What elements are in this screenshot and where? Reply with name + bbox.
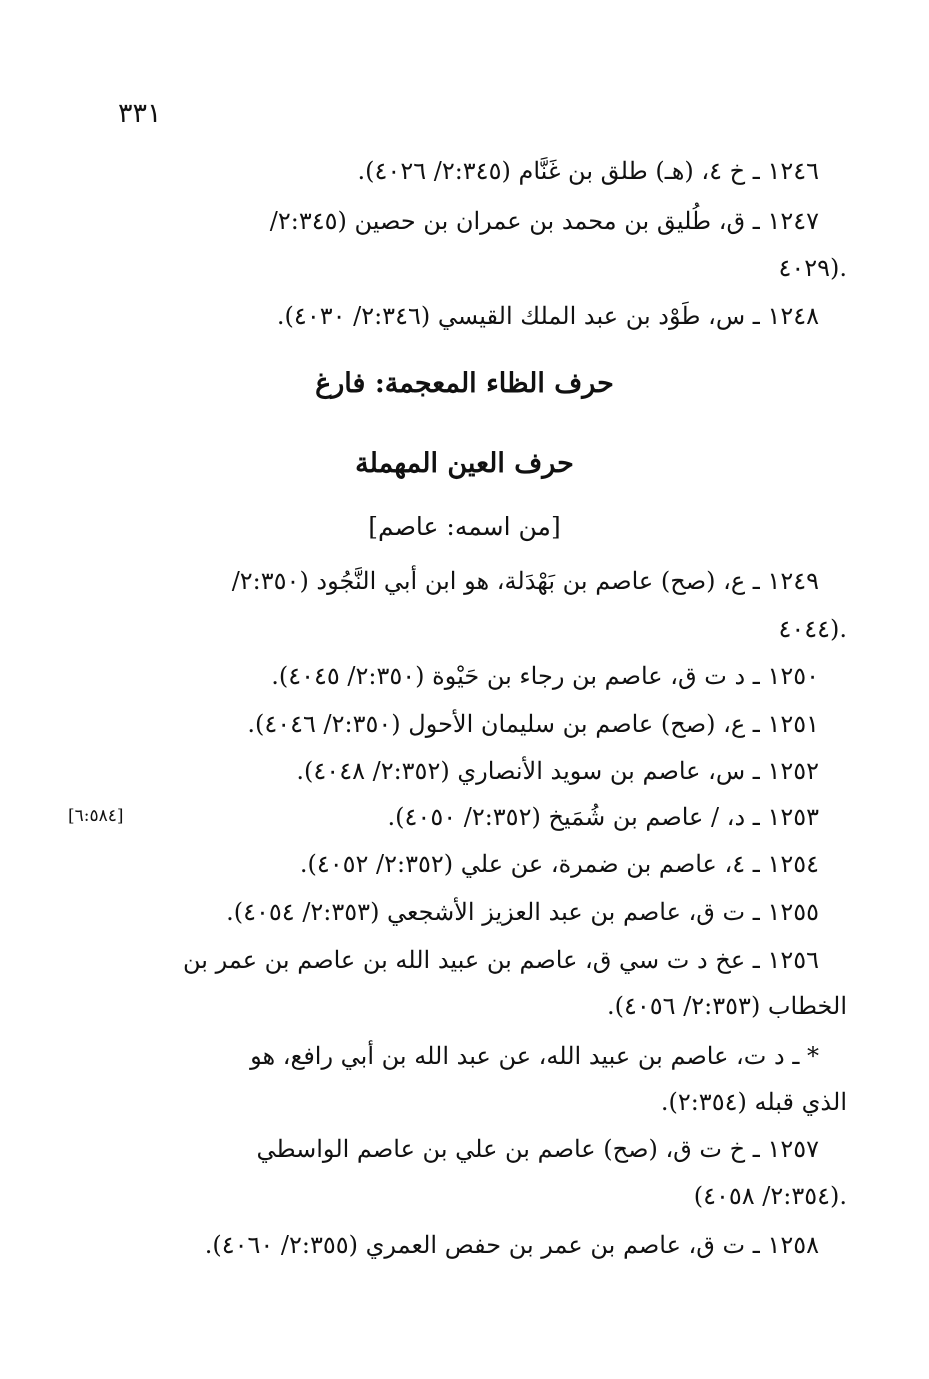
page-number: ٣٣١ [118, 98, 162, 129]
entry-1246: ١٢٤٦ ـ خ ٤، (هـ) طلق بن غَنَّام (٢:٣٤٥/ ٤٠٢٦). [357, 157, 819, 185]
entry-1249-line2: ٤٠٤٤). [778, 615, 847, 643]
entry-1251: ١٢٥١ ـ ع، (صح) عاصم بن سليمان الأحول (٢:٣٥٠/ ٤٠٤٦). [247, 710, 819, 738]
entry-1258: ١٢٥٨ ـ ت ق، عاصم بن عمر بن حفص العمري (٢:٣٥٥/ ٤٠٦٠). [204, 1231, 819, 1259]
note-asterisk-line1: * ـ د ت، عاصم بن عبيد الله، عن عبد الله بن أبي رافع، هو [250, 1042, 819, 1070]
entry-1248: ١٢٤٨ ـ س، طَوْد بن عبد الملك القيسي (٢:٣٤٦/ ٤٠٣٠). [276, 302, 819, 330]
entry-1257-line1: ١٢٥٧ ـ خ ت ق، (صح) عاصم بن علي بن عاصم الواسطي [256, 1135, 819, 1163]
heading-ain: حرف العين المهملة [355, 448, 574, 479]
entry-1253: ١٢٥٣ ـ د، / عاصم بن شُمَيخ (٢:٣٥٢/ ٤٠٥٠). [387, 803, 819, 831]
entry-1256-line1: ١٢٥٦ ـ عخ د ت سي ق، عاصم بن عبيد الله بن عاصم بن عمر بن [183, 946, 819, 974]
entry-1255: ١٢٥٥ ـ ت ق، عاصم بن عبد العزيز الأشجعي (٢:٣٥٣/ ٤٠٥٤). [226, 898, 819, 926]
margin-reference: [٦:٥٨٤] [68, 806, 124, 826]
entry-1247-line2: ٤٠٢٩). [778, 254, 847, 282]
entry-1257-line2: (٢:٣٥٤/ ٤٠٥٨). [693, 1182, 847, 1210]
entry-1250: ١٢٥٠ ـ د ت ق، عاصم بن رجاء بن حَيْوة (٢:٣٥٠/ ٤٠٤٥). [271, 662, 819, 690]
entry-1252: ١٢٥٢ ـ س، عاصم بن سويد الأنصاري (٢:٣٥٢/ ٤٠٤٨). [296, 757, 819, 785]
heading-zah: حرف الظاء المعجمة: فارغ [315, 368, 614, 399]
entry-1254: ١٢٥٤ ـ ٤، عاصم بن ضمرة، عن علي (٢:٣٥٢/ ٤٠٥٢). [299, 850, 819, 878]
entry-1256-line2: الخطاب (٢:٣٥٣/ ٤٠٥٦). [607, 992, 847, 1020]
entry-1247-line1: ١٢٤٧ ـ ق، طُليق بن محمد بن عمران بن حصين (٢:٣٤٥/ [269, 207, 819, 235]
subheading-asim: [من اسمه: عاصم] [368, 512, 561, 541]
entry-1249-line1: ١٢٤٩ ـ ع، (صح) عاصم بن بَهْدَلة، هو ابن أبي النَّجُود (٢:٣٥٠/ [231, 567, 819, 595]
note-asterisk-line2: الذي قبله (٢:٣٥٤). [660, 1088, 847, 1116]
